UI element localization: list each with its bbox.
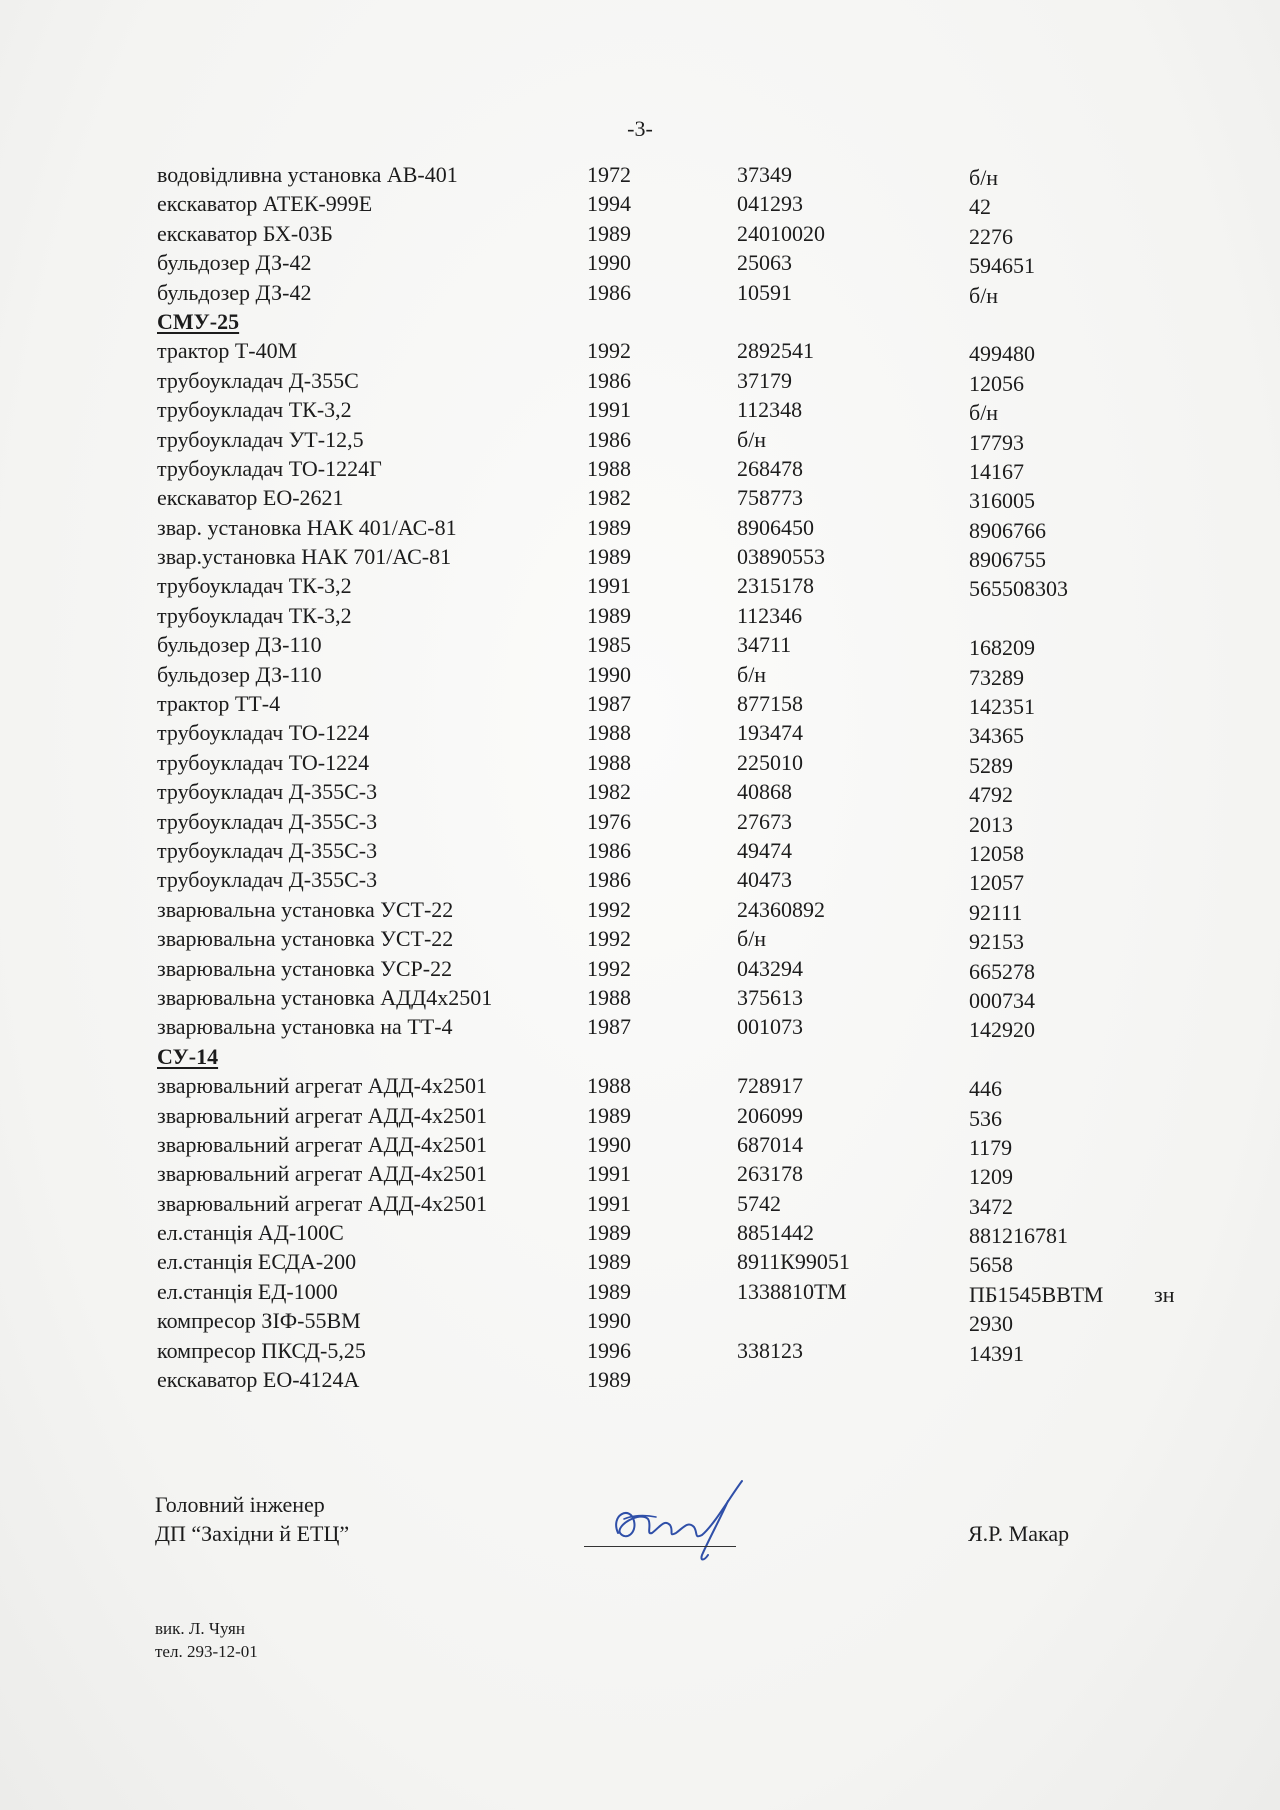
serial-number: 24010020 — [737, 220, 825, 246]
serial-number: 268478 — [737, 455, 803, 481]
table-row — [157, 219, 1197, 248]
table-row — [157, 924, 1197, 953]
serial-number: 10591 — [737, 279, 792, 305]
table-row — [157, 1130, 1197, 1159]
equipment-name: екскаватор БХ-03Б — [157, 220, 333, 246]
manufacture-year: 1986 — [587, 426, 631, 452]
table-row — [157, 278, 1197, 307]
table-row — [157, 1247, 1197, 1276]
equipment-name: трубоукладач Д-355С — [157, 367, 359, 393]
serial-number: б/н — [737, 926, 767, 952]
table-row — [157, 660, 1197, 689]
table-row — [157, 248, 1197, 277]
equipment-name: компресор ПКСД-5,25 — [157, 1337, 366, 1363]
equipment-name: трубоукладач Д-355С-3 — [157, 837, 378, 863]
manufacture-year: 1989 — [587, 1367, 631, 1393]
manufacture-year: 1986 — [587, 367, 631, 393]
serial-number: 687014 — [737, 1131, 803, 1157]
serial-number: 2315178 — [737, 573, 814, 599]
table-row — [157, 1189, 1197, 1218]
equipment-name: трубоукладач ТК-3,2 — [157, 573, 352, 599]
table-row — [157, 718, 1197, 747]
equipment-name: трубоукладач Д-355С-3 — [157, 808, 378, 834]
serial-number: 728917 — [737, 1073, 803, 1099]
equipment-name: бульдозер ДЗ-110 — [157, 632, 322, 658]
equipment-name: екскаватор ЕО-2621 — [157, 485, 344, 511]
serial-number: 25063 — [737, 250, 792, 276]
table-row — [157, 807, 1197, 836]
inventory-number: 42 — [969, 194, 991, 220]
serial-number: 49474 — [737, 837, 792, 863]
section-heading-row — [157, 307, 1197, 336]
equipment-name: трактор Т-40М — [157, 338, 298, 364]
inventory-number: 8906755 — [969, 547, 1046, 573]
serial-number: б/н — [737, 426, 767, 452]
equipment-name: трубоукладач ТК-3,2 — [157, 602, 352, 628]
serial-number: 8911К99051 — [737, 1249, 850, 1275]
inventory-number: 17793 — [969, 429, 1024, 455]
manufacture-year: 1992 — [587, 896, 631, 922]
extra-note: зн — [1154, 1281, 1175, 1307]
serial-number: 5742 — [737, 1190, 781, 1216]
equipment-name: трубоукладач УТ-12,5 — [157, 426, 364, 452]
table-row — [157, 454, 1197, 483]
inventory-number: 3472 — [969, 1193, 1013, 1219]
equipment-name: ел.станція АД-100С — [157, 1220, 344, 1246]
manufacture-year: 1991 — [587, 397, 631, 423]
manufacture-year: 1986 — [587, 279, 631, 305]
inventory-number: 14167 — [969, 458, 1024, 484]
manufacture-year: 1989 — [587, 514, 631, 540]
manufacture-year: 1989 — [587, 1102, 631, 1128]
manufacture-year: 1987 — [587, 1014, 631, 1040]
table-row — [157, 601, 1197, 630]
table-row — [157, 777, 1197, 806]
manufacture-year: 1990 — [587, 661, 631, 687]
manufacture-year: 1989 — [587, 220, 631, 246]
equipment-name: бульдозер ДЗ-42 — [157, 279, 312, 305]
serial-number: 206099 — [737, 1102, 803, 1128]
table-row — [157, 1101, 1197, 1130]
serial-number: 043294 — [737, 955, 803, 981]
inventory-number: 92111 — [969, 899, 1023, 925]
serial-number: 758773 — [737, 485, 803, 511]
inventory-number: 446 — [969, 1076, 1002, 1102]
inventory-number: 73289 — [969, 664, 1024, 690]
table-row — [157, 483, 1197, 512]
section-heading: СМУ-25 — [157, 308, 240, 334]
page-number: -3- — [627, 116, 653, 141]
manufacture-year: 1982 — [587, 779, 631, 805]
equipment-name: зварювальний агрегат АДД-4х2501 — [157, 1073, 487, 1099]
equipment-name: водовідливна установка АВ-401 — [157, 162, 458, 187]
manufacture-year: 1989 — [587, 1220, 631, 1246]
table-row — [157, 571, 1197, 600]
equipment-name: компресор ЗІФ-55ВМ — [157, 1308, 361, 1334]
inventory-number: 142920 — [969, 1017, 1035, 1043]
inventory-number: 142351 — [969, 694, 1035, 720]
manufacture-year: 1991 — [587, 1190, 631, 1216]
table-row — [157, 865, 1197, 894]
table-row — [157, 542, 1197, 571]
table-row — [157, 748, 1197, 777]
manufacture-year: 1989 — [587, 602, 631, 628]
inventory-number: б/н — [969, 400, 999, 426]
manufacture-year: 1988 — [587, 455, 631, 481]
section-heading: СУ-14 — [157, 1043, 219, 1069]
serial-number: 338123 — [737, 1337, 803, 1363]
table-row — [157, 954, 1197, 983]
inventory-number: 12056 — [969, 370, 1024, 396]
inventory-number: 2013 — [969, 811, 1013, 837]
manufacture-year: 1972 — [587, 162, 631, 187]
equipment-name: трубоукладач ТО-1224 — [157, 720, 370, 746]
table-row — [157, 1071, 1197, 1100]
inventory-number: 565508303 — [969, 576, 1068, 602]
inventory-number: ПБ1545ВВТМ — [969, 1281, 1104, 1307]
table-row — [157, 630, 1197, 659]
table-row — [157, 689, 1197, 718]
inventory-number: 316005 — [969, 488, 1035, 514]
manufacture-year: 1985 — [587, 632, 631, 658]
equipment-name: бульдозер ДЗ-110 — [157, 661, 322, 687]
manufacture-year: 1988 — [587, 720, 631, 746]
inventory-number: 000734 — [969, 987, 1035, 1013]
manufacture-year: 1988 — [587, 984, 631, 1010]
equipment-name: зварювальний агрегат АДД-4х2501 — [157, 1102, 487, 1128]
signatory-name: Я.Р. Макар — [968, 1521, 1070, 1546]
serial-number: 263178 — [737, 1161, 803, 1187]
signature-line — [584, 1546, 736, 1547]
inventory-number: 14391 — [969, 1340, 1024, 1366]
table-row — [157, 983, 1197, 1012]
serial-number: 193474 — [737, 720, 803, 746]
manufacture-year: 1990 — [587, 1308, 631, 1334]
manufacture-year: 1982 — [587, 485, 631, 511]
inventory-number: 2930 — [969, 1311, 1013, 1337]
serial-number: 001073 — [737, 1014, 803, 1040]
equipment-name: трактор ТТ-4 — [157, 691, 281, 717]
manufacture-year: 1990 — [587, 1131, 631, 1157]
manufacture-year: 1991 — [587, 573, 631, 599]
inventory-number: 594651 — [969, 253, 1035, 279]
serial-number: 40868 — [737, 779, 792, 805]
table-row — [157, 160, 1197, 189]
executor-phone: тел. 293-12-01 — [155, 1642, 258, 1661]
serial-number: 24360892 — [737, 896, 825, 922]
manufacture-year: 1976 — [587, 808, 631, 834]
equipment-name: трубоукладач Д-355С-3 — [157, 779, 378, 805]
manufacture-year: 1994 — [587, 191, 631, 217]
manufacture-year: 1988 — [587, 749, 631, 775]
manufacture-year: 1986 — [587, 867, 631, 893]
signature-image — [590, 1475, 760, 1565]
manufacture-year: 1992 — [587, 338, 631, 364]
manufacture-year: 1987 — [587, 691, 631, 717]
serial-number: 03890553 — [737, 544, 825, 570]
equipment-name: зварювальний агрегат АДД-4х2501 — [157, 1131, 487, 1157]
serial-number: 34711 — [737, 632, 792, 658]
inventory-number: 665278 — [969, 958, 1035, 984]
table-row — [157, 513, 1197, 542]
inventory-number: 1209 — [969, 1164, 1013, 1190]
executor-name: вик. Л. Чуян — [155, 1619, 245, 1638]
organization-name: ДП “Західни й ЕТЦ” — [155, 1521, 350, 1546]
equipment-name: ел.станція ЕСДА-200 — [157, 1249, 357, 1275]
table-row — [157, 425, 1197, 454]
equipment-name: зварювальна установка АДД4х2501 — [157, 984, 493, 1010]
equipment-name: бульдозер ДЗ-42 — [157, 250, 312, 276]
table-row — [157, 895, 1197, 924]
inventory-number: 2276 — [969, 223, 1013, 249]
inventory-number: 881216781 — [969, 1223, 1068, 1249]
serial-number: 375613 — [737, 984, 803, 1010]
manufacture-year: 1988 — [587, 1073, 631, 1099]
table-row — [157, 395, 1197, 424]
equipment-name: зварювальна установка УСР-22 — [157, 955, 453, 981]
table-row — [157, 1306, 1197, 1335]
inventory-number: б/н — [969, 282, 999, 308]
position-title: Головний інженер — [155, 1492, 325, 1517]
table-row — [157, 1277, 1197, 1306]
manufacture-year: 1996 — [587, 1337, 631, 1363]
manufacture-year: 1989 — [587, 1278, 631, 1304]
serial-number: 37349 — [737, 162, 792, 187]
manufacture-year: 1989 — [587, 1249, 631, 1275]
equipment-name: трубоукладач ТО-1224 — [157, 749, 370, 775]
equipment-name: зварювальна установка на ТТ-4 — [157, 1014, 453, 1040]
equipment-name: екскаватор АТЕК-999Е — [157, 191, 373, 217]
table-row — [157, 1336, 1197, 1365]
serial-number: б/н — [737, 661, 767, 687]
manufacture-year: 1986 — [587, 837, 631, 863]
equipment-name: трубоукладач ТК-3,2 — [157, 397, 352, 423]
inventory-number: 12058 — [969, 840, 1024, 866]
table-row — [157, 189, 1197, 218]
manufacture-year: 1991 — [587, 1161, 631, 1187]
inventory-number: 8906766 — [969, 517, 1046, 543]
table-row — [157, 1012, 1197, 1041]
serial-number: 877158 — [737, 691, 803, 717]
serial-number: 8906450 — [737, 514, 814, 540]
table-row — [157, 1365, 1197, 1394]
serial-number: 2892541 — [737, 338, 814, 364]
table-row — [157, 336, 1197, 365]
equipment-name: звар.установка НАК 701/АС-81 — [157, 544, 452, 570]
equipment-name: зварювальна установка УСТ-22 — [157, 926, 454, 952]
manufacture-year: 1990 — [587, 250, 631, 276]
serial-number: 37179 — [737, 367, 792, 393]
inventory-number: 34365 — [969, 723, 1024, 749]
table-row — [157, 1218, 1197, 1247]
inventory-number: 5289 — [969, 752, 1013, 778]
table-row — [157, 1159, 1197, 1188]
equipment-name: звар. установка НАК 401/АС-81 — [157, 514, 457, 540]
equipment-name: ел.станція ЕД-1000 — [157, 1278, 338, 1304]
equipment-name: трубоукладач ТО-1224Г — [157, 455, 382, 481]
serial-number: 27673 — [737, 808, 792, 834]
inventory-number: 499480 — [969, 341, 1035, 367]
equipment-name: зварювальна установка УСТ-22 — [157, 896, 454, 922]
inventory-number: 4792 — [969, 782, 1013, 808]
serial-number: 1338810ТМ — [737, 1278, 847, 1304]
inventory-number: 1179 — [969, 1134, 1013, 1160]
equipment-table — [157, 160, 1197, 1394]
serial-number: 112346 — [737, 602, 803, 628]
serial-number: 041293 — [737, 191, 803, 217]
equipment-name: зварювальний агрегат АДД-4х2501 — [157, 1190, 487, 1216]
serial-number: 8851442 — [737, 1220, 814, 1246]
equipment-name: екскаватор ЕО-4124А — [157, 1367, 360, 1393]
manufacture-year: 1992 — [587, 926, 631, 952]
manufacture-year: 1989 — [587, 544, 631, 570]
serial-number: 40473 — [737, 867, 792, 893]
inventory-number: 92153 — [969, 929, 1024, 955]
serial-number: 225010 — [737, 749, 803, 775]
signatory-position — [155, 1490, 349, 1548]
inventory-number: б/н — [969, 165, 999, 190]
equipment-name: трубоукладач Д-355С-3 — [157, 867, 378, 893]
serial-number: 112348 — [737, 397, 803, 423]
table-row — [157, 366, 1197, 395]
inventory-number: 168209 — [969, 635, 1035, 661]
section-heading-row — [157, 1042, 1197, 1071]
table-row — [157, 836, 1197, 865]
inventory-number: 536 — [969, 1105, 1002, 1131]
equipment-name: зварювальний агрегат АДД-4х2501 — [157, 1161, 487, 1187]
manufacture-year: 1992 — [587, 955, 631, 981]
executor-block — [155, 1617, 258, 1663]
inventory-number: 5658 — [969, 1252, 1013, 1278]
inventory-number: 12057 — [969, 870, 1024, 896]
